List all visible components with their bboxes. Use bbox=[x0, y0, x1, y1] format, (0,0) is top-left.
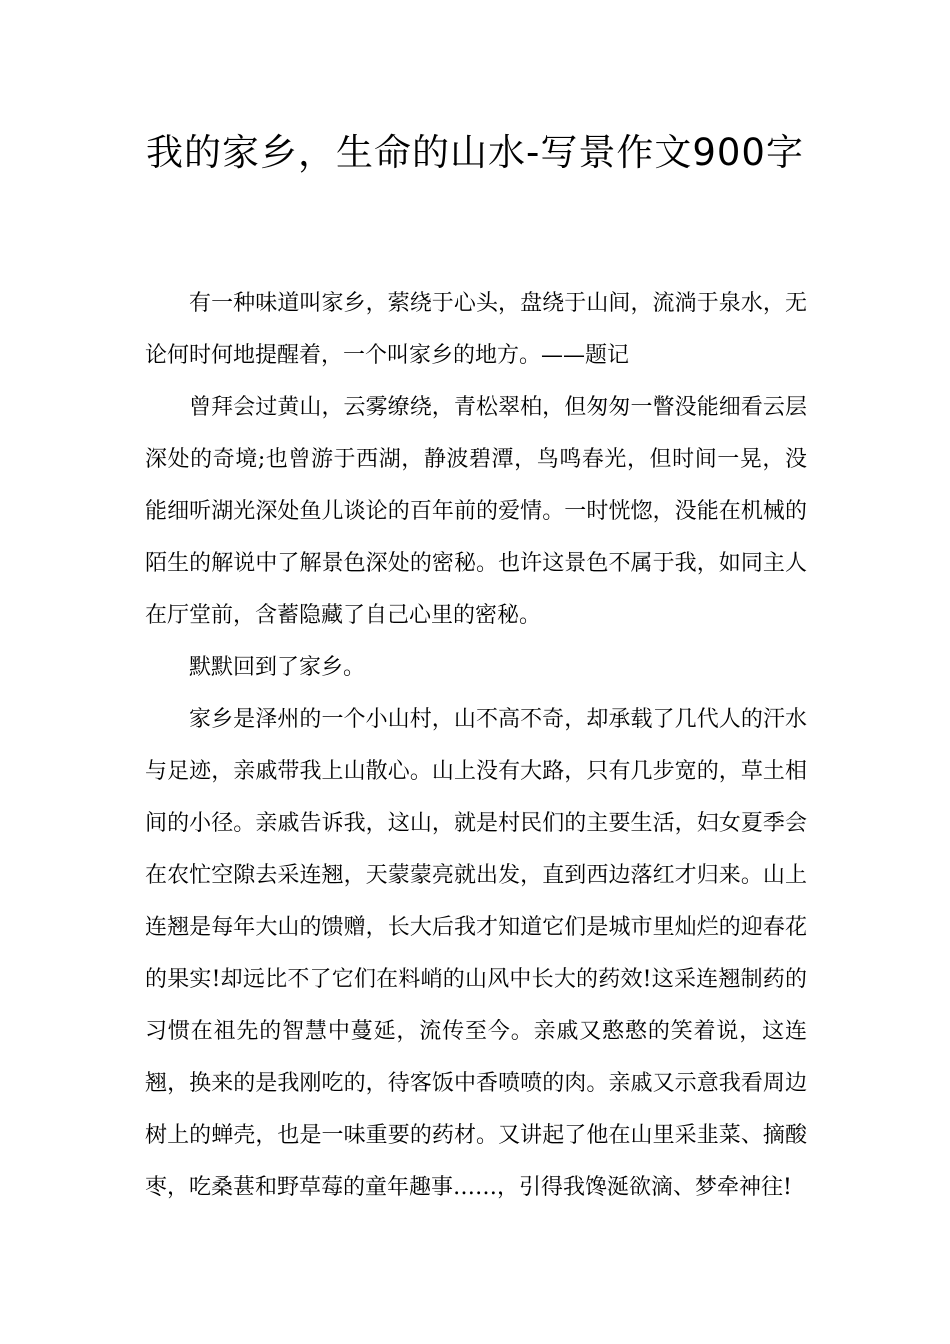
paragraph-travels: 曾拜会过黄山，云雾缭绕，青松翠柏，但匆匆一瞥没能细看云层深处的奇境;也曾游于西湖，静波碧潭，鸟鸣春光，但时间一晃，没能细听湖光深处鱼儿谈论的百年前的爱情。一时恍惚，没能在机械的陌生的解说中了解景色深处的密秘。也许这景色不属于我，如同主人在厅堂前，含蓄隐藏了自己心里的密秘。 bbox=[145, 395, 807, 628]
article-body bbox=[145, 278, 807, 1214]
paragraph-epigraph: 有一种味道叫家乡，萦绕于心头，盘绕于山间，流淌于泉水，无论何时何地提醒着，一个叫家乡的地方。——题记 bbox=[145, 291, 807, 368]
paragraph-return: 默默回到了家乡。 bbox=[189, 655, 366, 680]
document-title: 我的家乡，生命的山水-写景作文900字 bbox=[146, 131, 804, 174]
paragraph-hometown: 家乡是泽州的一个小山村，山不高不奇，却承载了几代人的汗水与足迹，亲戚带我上山散心。山上没有大路，只有几步宽的，草土相间的小径。亲戚告诉我，这山，就是村民们的主要生活，妇女夏季会在农忙空隙去采连翘，天蒙蒙亮就出发，直到西边落红才归来。山上连翘是每年大山的馈赠，长大后我才知道它们是城市里灿烂的迎春花的果实!却远比不了它们在料峭的山风中长大的药效!这采连翘制药的习惯在祖先的智慧中蔓延，流传至今。亲戚又憨憨的笑着说，这连翘，换来的是我刚吃的，待客饭中香喷喷的肉。亲戚又示意我看周边树上的蝉壳，也是一味重要的药材。又讲起了他在山里采韭菜、摘酸枣，吃桑葚和野草莓的童年趣事……，引得我馋涎欲滴、梦牵神往! bbox=[145, 707, 807, 1200]
